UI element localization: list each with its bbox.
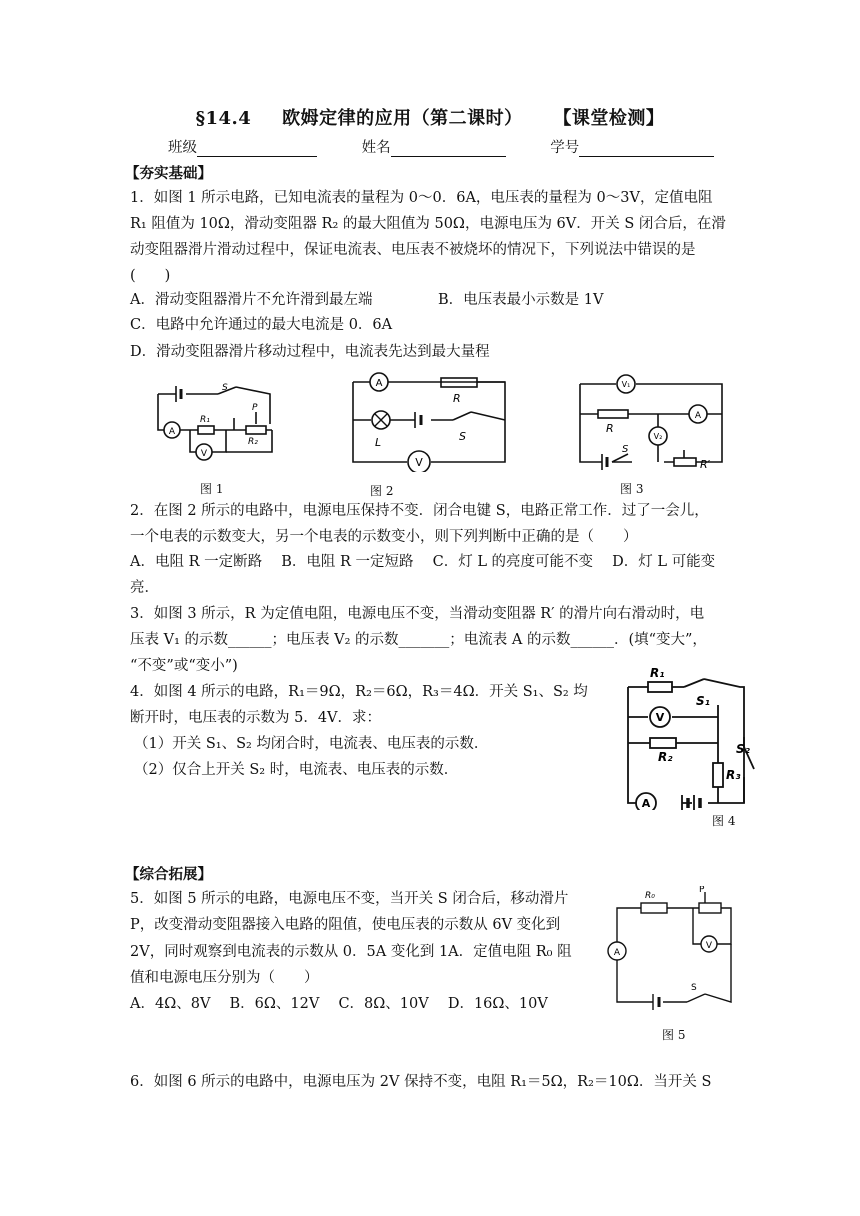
fig3-resistor-label: R bbox=[606, 422, 614, 435]
figure-2-circuit bbox=[345, 372, 515, 472]
q4-line-2: 断开时，电压表的示数为 5．4V．求： bbox=[130, 710, 382, 726]
figure-3-caption: 图 3 bbox=[620, 482, 644, 496]
q4-line-1: 4．如图 4 所示的电路，R₁＝9Ω，R₂＝6Ω，R₃＝4Ω．开关 S₁、S₂ 均 bbox=[130, 684, 588, 700]
q2-line-4: 亮． bbox=[130, 580, 159, 596]
q5-line-2: P，改变滑动变阻器接入电路的阻值，使电压表的示数从 6V 变化到 bbox=[130, 917, 561, 933]
q4-line-3: （1）开关 S₁、S₂ 均闭合时，电流表、电压表的示数． bbox=[134, 736, 489, 752]
figure-1-circuit bbox=[150, 372, 280, 467]
q3-line-3: “不变”或“变小”) bbox=[130, 658, 238, 674]
fig2-voltmeter-label: V bbox=[415, 456, 423, 469]
q5-line-4: 值和电源电压分别为（ ） bbox=[130, 970, 319, 986]
fig3-rheostat-label: R′ bbox=[700, 458, 711, 471]
q2-line-3: A．电阻 R 一定断路 B．电阻 R 一定短路 C．灯 L 的亮度可能不变 D．灯 L 可能变 bbox=[130, 554, 716, 570]
figure-3-circuit bbox=[572, 372, 732, 472]
fig5-ammeter-label: A bbox=[613, 948, 621, 958]
fig1-switch-label: S bbox=[222, 383, 228, 393]
title-section: §14.4 bbox=[195, 108, 252, 129]
q1-option-d: D．滑动变阻器滑片移动过程中，电流表先达到最大量程 bbox=[130, 344, 490, 360]
title-main: 欧姆定律的应用（第二课时） bbox=[282, 108, 523, 129]
fig1-voltmeter-label: V bbox=[200, 449, 208, 459]
fig4-r2-label: R₂ bbox=[658, 750, 673, 764]
q5-line-3: 2V，同时观察到电流表的示数从 0．5A 变化到 1A．定值电阻 R₀ 阻 bbox=[130, 944, 572, 960]
fig1-slider-label: P bbox=[252, 403, 258, 413]
q5-line-1: 5．如图 5 所示的电路，电源电压不变，当开关 S 闭合后，移动滑片 bbox=[130, 891, 569, 907]
q1-line-4: ( ) bbox=[130, 268, 171, 284]
fig5-voltmeter-label: V bbox=[705, 941, 713, 951]
figure-5-circuit bbox=[595, 886, 745, 1016]
fig4-ammeter-label: A bbox=[641, 797, 651, 810]
fig4-r3-label: R₃ bbox=[726, 768, 741, 782]
fig1-r1-label: R₁ bbox=[200, 415, 210, 425]
fig4-s2-label: S₂ bbox=[736, 742, 750, 756]
fig4-r1-label: R₁ bbox=[650, 666, 665, 680]
figure-5-caption: 图 5 bbox=[662, 1028, 686, 1042]
fig3-switch-label: S bbox=[622, 444, 629, 455]
fig2-switch-label: S bbox=[459, 430, 466, 443]
fig4-s1-label: S₁ bbox=[696, 694, 710, 708]
q3-line-1: 3．如图 3 所示，R 为定值电阻，电源电压不变，当滑动变阻器 R′ 的滑片向右滑动时，电 bbox=[130, 606, 705, 622]
name-blank[interactable] bbox=[391, 140, 506, 157]
figure-4-circuit bbox=[620, 665, 780, 810]
student-info-line bbox=[168, 136, 754, 157]
q1-line-3: 动变阻器滑片滑动过程中，保证电流表、电压表不被烧坏的情况下，下列说法中错误的是 bbox=[130, 242, 696, 258]
fig5-r0-label: R₀ bbox=[645, 891, 655, 901]
q6-line-1: 6．如图 6 所示的电路中，电源电压为 2V 保持不变，电阻 R₁＝5Ω，R₂＝10Ω．当开关 S bbox=[130, 1074, 712, 1090]
fig3-ammeter-label: A bbox=[694, 411, 702, 421]
fig1-r2-label: R₂ bbox=[248, 437, 258, 447]
q2-line-1: 2．在图 2 所示的电路中，电源电压保持不变．闭合电键 S，电路正常工作．过了一会儿， bbox=[130, 503, 709, 519]
id-blank[interactable] bbox=[579, 140, 714, 157]
q4-line-4: （2）仅合上开关 S₂ 时，电流表、电压表的示数． bbox=[134, 762, 459, 778]
section-extend: 【综合拓展】 bbox=[125, 866, 212, 883]
title-tag: 【课堂检测】 bbox=[553, 108, 665, 129]
figure-2-caption: 图 2 bbox=[370, 484, 394, 498]
q1-line-2: R₁ 阻值为 10Ω，滑动变阻器 R₂ 的最大阻值为 50Ω，电源电压为 6V．开关 S 闭合后，在滑 bbox=[130, 216, 726, 232]
figure-4-caption: 图 4 bbox=[712, 814, 736, 828]
q1-option-c: C．电路中允许通过的最大电流是 0．6A bbox=[130, 317, 393, 333]
q1-option-a: A．滑动变阻器滑片不允许滑到最左端 bbox=[130, 292, 373, 308]
class-blank[interactable] bbox=[197, 140, 317, 157]
id-label: 学号 bbox=[550, 140, 580, 156]
fig3-v1-label: V₁ bbox=[621, 380, 631, 389]
q1-option-b: B．电压表最小示数是 1V bbox=[438, 292, 604, 308]
fig5-switch-label: S bbox=[691, 983, 697, 993]
fig5-slider-label: P bbox=[699, 886, 705, 895]
q3-line-2: 压表 V₁ 的示数______；电压表 V₂ 的示数_______；电流表 A 的示数______．(填“变大”， bbox=[130, 632, 707, 648]
figure-1-caption: 图 1 bbox=[200, 482, 224, 496]
fig2-resistor-label: R bbox=[453, 392, 461, 405]
class-label: 班级 bbox=[168, 140, 197, 156]
page-title bbox=[0, 104, 860, 130]
fig4-voltmeter-label: V bbox=[655, 711, 665, 724]
fig2-ammeter-label: A bbox=[375, 378, 383, 389]
fig3-v2-label: V₂ bbox=[653, 432, 663, 441]
q2-line-2: 一个电表的示数变大，另一个电表的示数变小，则下列判断中正确的是（ ） bbox=[130, 529, 638, 545]
fig2-lamp-label: L bbox=[375, 436, 382, 449]
q1-line-1: 1．如图 1 所示电路，已知电流表的量程为 0～0．6A，电压表的量程为 0～3V，定值电阻 bbox=[130, 190, 713, 206]
name-label: 姓名 bbox=[361, 140, 391, 156]
q5-line-5: A．4Ω、8V B．6Ω、12V C．8Ω、10V D．16Ω、10V bbox=[130, 996, 548, 1012]
section-basic: 【夯实基础】 bbox=[125, 165, 212, 182]
fig1-ammeter-label: A bbox=[168, 427, 176, 437]
